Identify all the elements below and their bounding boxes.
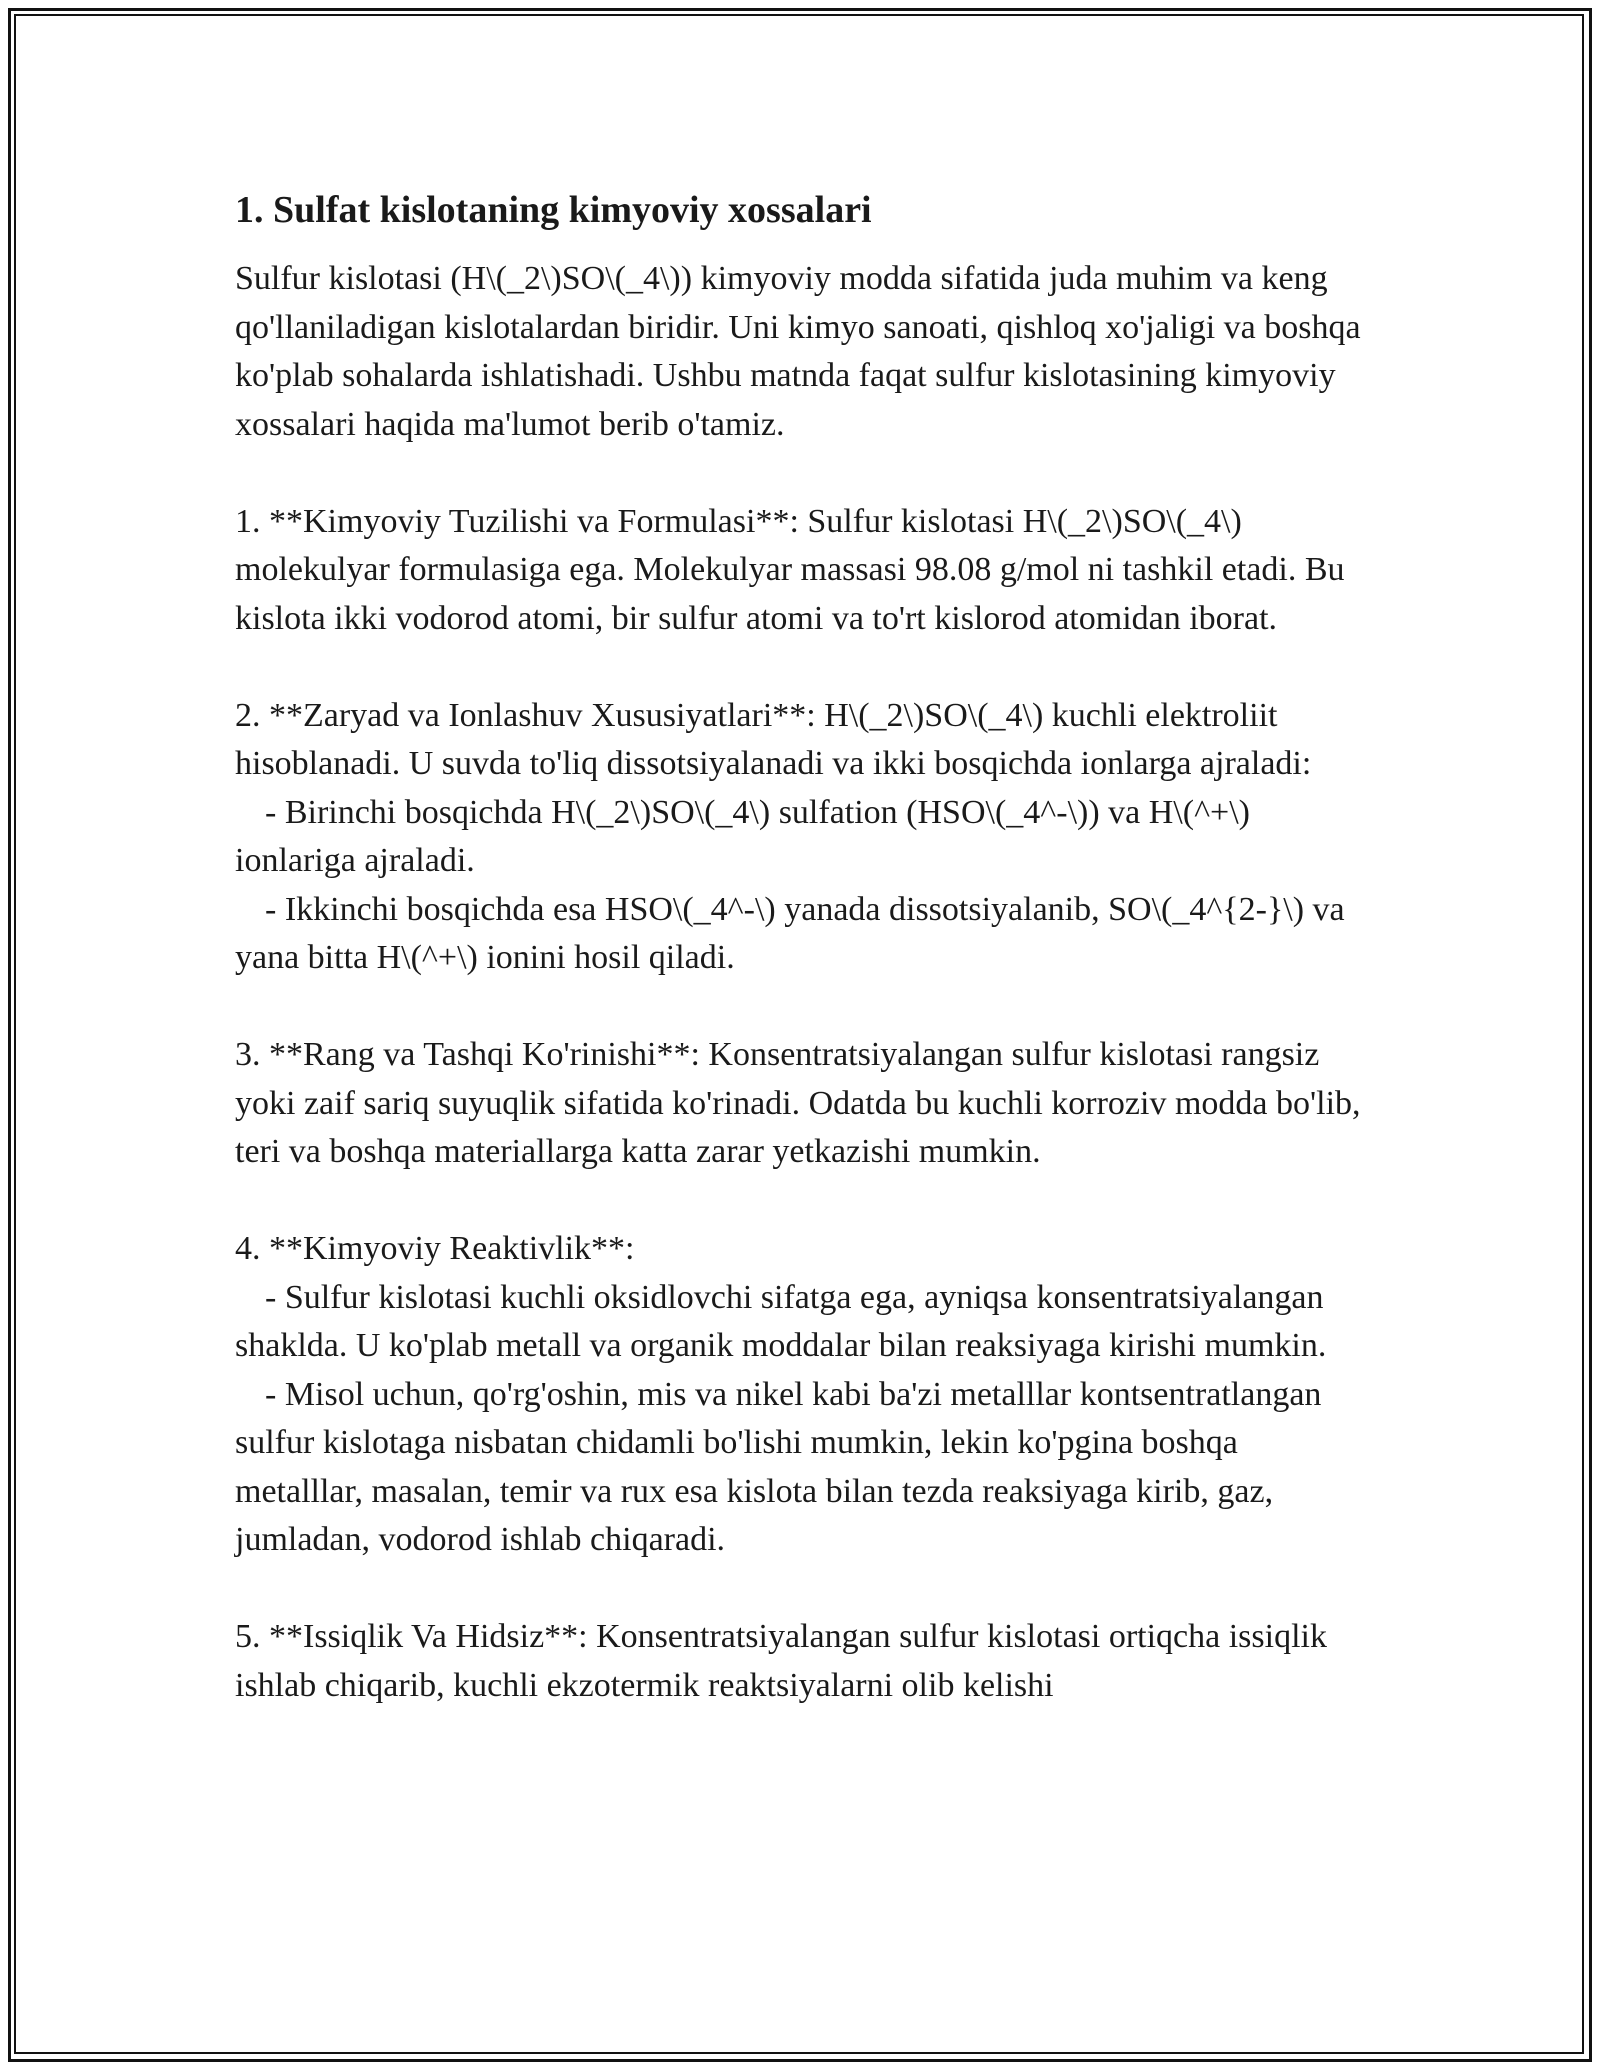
- item-3-appearance: 3. **Rang va Tashqi Ko'rinishi**: Konsentratsiyalangan sulfur kislotasi rangsiz yoki zaif sariq suyuqlik sifatida ko'rinadi. Odatda bu kuchli korroziv modda bo'lib, teri va boshqa materiallarga katta zarar yetkazishi mumkin.: [235, 1036, 1361, 1170]
- item-1-structure: 1. **Kimyoviy Tuzilishi va Formulasi**: Sulfur kislotasi H\(_2\)SO\(_4\) molekulyar formulasiga ega. Molekulyar massasi 98.08 g/mol ni tashkil etadi. Bu kislota ikki vodorod atomi, bir sulfur atomi va to'rt kislorod atomidan iborat.: [235, 502, 1345, 637]
- paragraph-gap: [235, 643, 1370, 692]
- item-4-sub-metals: [235, 1371, 1370, 1565]
- paragraph-gap: [235, 983, 1370, 1032]
- item-5-heat: 5. **Issiqlik Va Hidsiz**: Konsentratsiyalangan sulfur kislotasi ortiqcha issiqlik ishlab chiqarib, kuchli ekzotermik reaktsiyalarni olib kelishi: [235, 1618, 1327, 1704]
- paragraph-gap: [235, 449, 1370, 498]
- item-4-reactivity: 4. **Kimyoviy Reaktivlik**:: [235, 1230, 635, 1267]
- item-2-sub-first-stage: [235, 789, 1370, 886]
- item-2-sub-second-stage-text: - Ikkinchi bosqichda esa HSO\(_4^-\) yanada dissotsiyalanib, SO\(_4^{2-}\) va yana bitta H\(^+\) ionini hosil qiladi.: [235, 890, 1345, 976]
- paragraph-gap: [235, 1177, 1370, 1226]
- item-4-sub-oxidizer-text: - Sulfur kislotasi kuchli oksidlovchi sifatga ega, ayniqsa konsentratsiyalangan shaklda. U ko'plab metall va organik moddalar bilan reaksiyaga kirishi mumkin.: [235, 1278, 1327, 1364]
- item-2-sub-first-stage-text: - Birinchi bosqichda H\(_2\)SO\(_4\) sulfation (HSO\(_4^-\)) va H\(^+\) ionlariga ajraladi.: [235, 793, 1250, 879]
- paragraph-gap: [235, 1565, 1370, 1614]
- intro-paragraph: Sulfur kislotasi (H\(_2\)SO\(_4\)) kimyoviy modda sifatida juda muhim va keng qo'llaniladigan kislotalardan biridir. Uni kimyo sanoati, qishloq xo'jaligi va boshqa ko'plab sohalarda ishlatishadi. Ushbu matnda faqat sulfur kislotasining kimyoviy xossalari haqida ma'lumot berib o'tamiz.: [235, 260, 1361, 443]
- document-body: [235, 185, 1370, 1710]
- item-2-sub-second-stage: [235, 886, 1370, 983]
- item-4-sub-oxidizer: [235, 1274, 1370, 1371]
- item-4-sub-metals-text: - Misol uchun, qo'rg'oshin, mis va nikel kabi ba'zi metalllar kontsentratlangan sulfur kislotaga nisbatan chidamli bo'lishi mumkin, lekin ko'pgina boshqa metalllar, masalan, temir va rux esa kislota bilan tezda reaksiyaga kirib, gaz, jumladan, vodorod ishlab chiqaradi.: [235, 1375, 1322, 1558]
- item-2-ionization: 2. **Zaryad va Ionlashuv Xususiyatlari**: H\(_2\)SO\(_4\) kuchli elektroliit hisoblanadi. U suvda to'liq dissotsiyalanadi va ikki bosqichda ionlarga ajraladi:: [235, 696, 1312, 782]
- section-heading: 1. Sulfat kislotaning kimyoviy xossalari: [235, 189, 872, 231]
